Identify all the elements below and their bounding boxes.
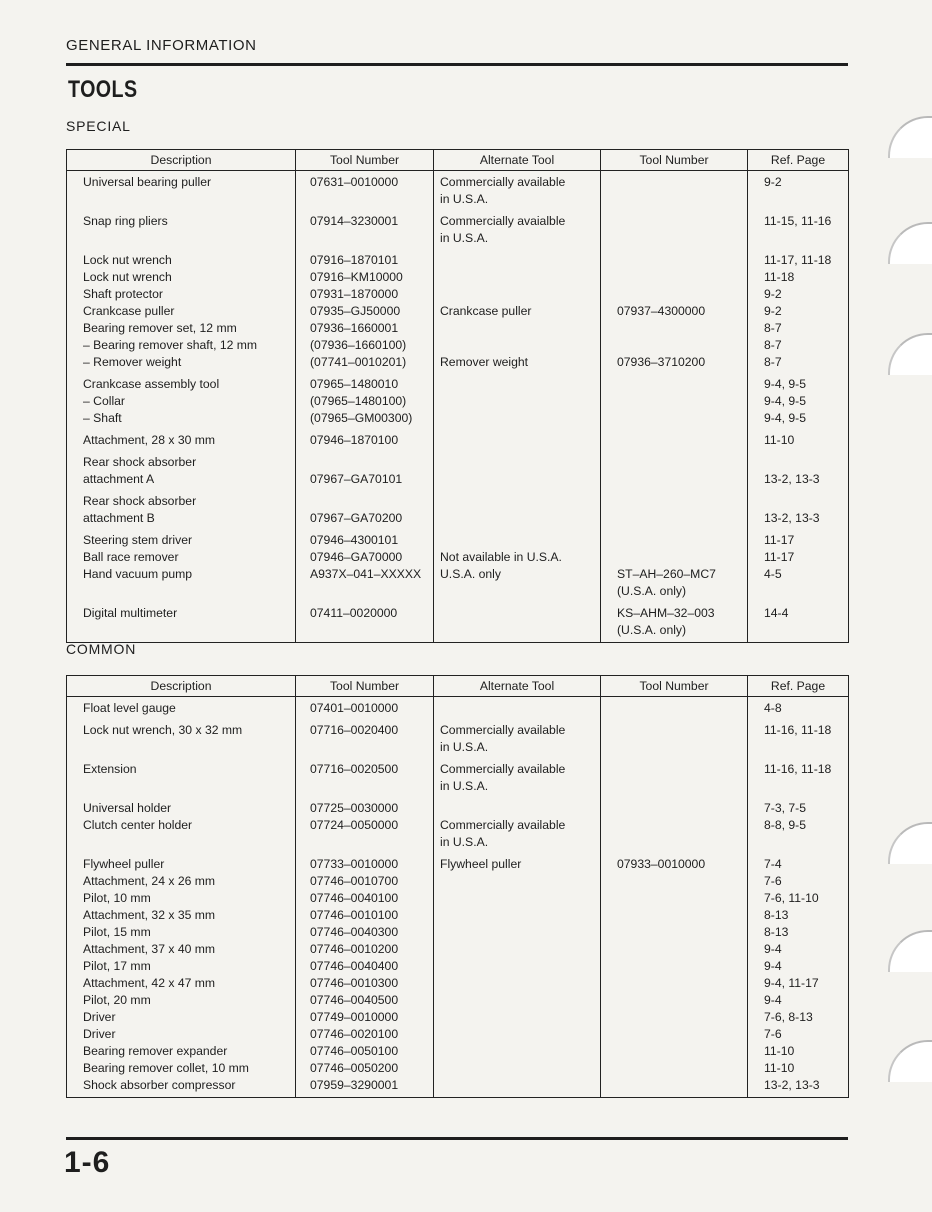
- cell-line: Pilot, 15 mm: [83, 925, 151, 939]
- table-header-row: [67, 150, 849, 171]
- binder-hole: [888, 930, 932, 972]
- cell-line: Snap ring pliers: [83, 214, 168, 228]
- cell-line: Flywheel puller: [83, 857, 165, 871]
- alt-tool-number-cell: [601, 171, 748, 212]
- alt-tool-cell: [434, 697, 601, 721]
- tool-number-cell: [296, 854, 434, 1098]
- cell-line: 11-16, 11-18: [764, 723, 832, 737]
- cell-line: 07931–1870000: [310, 287, 399, 301]
- cell-line: [617, 213, 743, 230]
- cell-line: ST–AH–260–MC7: [617, 567, 716, 581]
- cell-line: 8-7: [764, 355, 782, 369]
- binder-hole: [888, 222, 932, 264]
- cell-line: 8-7: [764, 338, 782, 352]
- cell-line: 07967–GA70101: [310, 472, 403, 486]
- cell-line: 13-2, 13-3: [764, 511, 820, 525]
- alt-tool-cell: [434, 374, 601, 430]
- cell-line: 8-13: [764, 908, 789, 922]
- column-header: Description: [67, 676, 296, 697]
- cell-line: 9-4: [764, 959, 782, 973]
- cell-line: Flywheel puller: [440, 857, 522, 871]
- desc-cell: [67, 759, 296, 798]
- cell-line: 13-2, 13-3: [764, 472, 820, 486]
- ref-page-cell: [748, 430, 849, 452]
- alt-tool-cell: [434, 171, 601, 212]
- cell-line: [617, 269, 743, 286]
- table-row: [67, 530, 849, 603]
- cell-line: (07936–1660100): [310, 338, 407, 352]
- column-header: Ref. Page: [748, 150, 849, 171]
- tool-number-cell: [296, 720, 434, 759]
- cell-line: 11-10: [764, 1061, 795, 1075]
- cell-line: 07746–0020100: [310, 1027, 399, 1041]
- cell-line: Crankcase assembly tool: [83, 377, 220, 391]
- column-header: Tool Number: [296, 676, 434, 697]
- cell-line: 7-6: [764, 1027, 782, 1041]
- cell-line: [440, 532, 596, 549]
- cell-line: [617, 174, 743, 191]
- cell-line: 7-4: [764, 857, 782, 871]
- cell-line: Attachment, 24 x 26 mm: [83, 874, 216, 888]
- cell-line: 07746–0040400: [310, 959, 399, 973]
- cell-line: [440, 700, 596, 717]
- cell-line: 07967–GA70200: [310, 511, 403, 525]
- cell-line: [617, 454, 743, 471]
- cell-line: Attachment, 32 x 35 mm: [83, 908, 216, 922]
- cell-line: Bearing remover collet, 10 mm: [83, 1061, 249, 1075]
- cell-line: – Bearing remover shaft, 12 mm: [83, 338, 258, 352]
- alt-tool-cell: [434, 854, 601, 1098]
- cell-line: 07746–0010100: [310, 908, 399, 922]
- column-header: Description: [67, 150, 296, 171]
- ref-page-cell: [748, 491, 849, 530]
- cell-line: 8-13: [764, 925, 789, 939]
- cell-line: [440, 376, 596, 393]
- cell-line: Not available in U.S.A.: [440, 550, 562, 564]
- table-row: [67, 491, 849, 530]
- table-header-row: [67, 676, 849, 697]
- ref-page-cell: [748, 720, 849, 759]
- cell-line: 4-8: [764, 701, 782, 715]
- desc-cell: [67, 211, 296, 250]
- cell-line: 07724–0050000: [310, 818, 399, 832]
- cell-line: (U.S.A. only): [617, 584, 687, 598]
- cell-line: 07746–0010300: [310, 976, 399, 990]
- cell-line: in U.S.A.: [440, 231, 489, 245]
- header-rule: [66, 63, 848, 66]
- cell-line: 13-2, 13-3: [764, 1078, 820, 1092]
- cell-line: Lock nut wrench: [83, 253, 172, 267]
- desc-cell: [67, 720, 296, 759]
- cell-line: [440, 252, 596, 269]
- cell-line: [617, 337, 743, 354]
- cell-line: [440, 800, 596, 817]
- alt-tool-number-cell: [601, 211, 748, 250]
- desc-cell: [67, 854, 296, 1098]
- ref-page-cell: [748, 798, 849, 854]
- cell-line: (07741–0010201): [310, 355, 407, 369]
- cell-line: Commercially available: [440, 818, 566, 832]
- binder-hole: [888, 822, 932, 864]
- alt-tool-cell: [434, 720, 601, 759]
- cell-line: Universal holder: [83, 801, 172, 815]
- cell-line: 07716–0020500: [310, 762, 399, 776]
- cell-line: Driver: [83, 1027, 116, 1041]
- section-header: GENERAL INFORMATION: [66, 37, 257, 54]
- cell-line: 07936–3710200: [617, 355, 706, 369]
- cell-line: 4-5: [764, 567, 782, 581]
- column-header: Tool Number: [296, 150, 434, 171]
- cell-line: [764, 454, 844, 471]
- cell-line: Bearing remover set, 12 mm: [83, 321, 237, 335]
- alt-tool-cell: [434, 759, 601, 798]
- cell-line: 07746–0040100: [310, 891, 399, 905]
- cell-line: – Remover weight: [83, 355, 182, 369]
- desc-cell: [67, 491, 296, 530]
- cell-line: 07401–0010000: [310, 701, 399, 715]
- cell-line: [617, 320, 743, 337]
- alt-tool-cell: [434, 250, 601, 374]
- cell-line: Ball race remover: [83, 550, 179, 564]
- alt-tool-number-cell: [601, 697, 748, 721]
- cell-line: Bearing remover expander: [83, 1044, 228, 1058]
- table-row: [67, 374, 849, 430]
- cell-line: [617, 376, 743, 393]
- cell-line: Digital multimeter: [83, 606, 178, 620]
- cell-line: Attachment, 42 x 47 mm: [83, 976, 216, 990]
- ref-page-cell: [748, 854, 849, 1098]
- cell-line: Commercially avaialble: [440, 214, 566, 228]
- column-header: Ref. Page: [748, 676, 849, 697]
- cell-line: in U.S.A.: [440, 740, 489, 754]
- tool-number-cell: [296, 697, 434, 721]
- cell-line: in U.S.A.: [440, 779, 489, 793]
- alt-tool-number-cell: [601, 759, 748, 798]
- alt-tool-number-cell: [601, 798, 748, 854]
- cell-line: Commercially available: [440, 762, 566, 776]
- cell-line: [617, 761, 743, 778]
- desc-cell: [67, 798, 296, 854]
- cell-line: Float level gauge: [83, 701, 176, 715]
- tool-number-cell: [296, 491, 434, 530]
- cell-line: [617, 800, 743, 817]
- alt-tool-cell: [434, 430, 601, 452]
- cell-line: 9-4: [764, 942, 782, 956]
- alt-tool-number-cell: [601, 491, 748, 530]
- special-heading: SPECIAL: [66, 118, 131, 134]
- cell-line: 11-10: [764, 433, 795, 447]
- cell-line: 9-2: [764, 175, 782, 189]
- cell-line: – Shaft: [83, 411, 122, 425]
- cell-line: in U.S.A.: [440, 835, 489, 849]
- cell-line: 07746–0010700: [310, 874, 399, 888]
- cell-line: 9-2: [764, 304, 782, 318]
- cell-line: U.S.A. only: [440, 567, 501, 581]
- cell-line: 07746–0010200: [310, 942, 399, 956]
- cell-line: – Collar: [83, 394, 125, 408]
- cell-line: [764, 493, 844, 510]
- cell-line: 07936–1660001: [310, 321, 399, 335]
- cell-line: 07914–3230001: [310, 214, 399, 228]
- cell-line: 9-4, 9-5: [764, 411, 807, 425]
- cell-line: [617, 722, 743, 739]
- cell-line: 7-3, 7-5: [764, 801, 807, 815]
- cell-line: [617, 700, 743, 717]
- tool-number-cell: [296, 374, 434, 430]
- tool-number-cell: [296, 530, 434, 603]
- cell-line: [440, 286, 596, 303]
- alt-tool-number-cell: [601, 430, 748, 452]
- cell-line: [617, 432, 743, 449]
- cell-line: Pilot, 20 mm: [83, 993, 151, 1007]
- cell-line: [440, 605, 596, 622]
- ref-page-cell: [748, 452, 849, 491]
- cell-line: 11-17, 11-18: [764, 253, 832, 267]
- table-row: [67, 759, 849, 798]
- desc-cell: [67, 697, 296, 721]
- cell-line: Lock nut wrench: [83, 270, 172, 284]
- cell-line: [617, 532, 743, 549]
- cell-line: 9-4, 11-17: [764, 976, 819, 990]
- cell-line: 07946–GA70000: [310, 550, 403, 564]
- cell-line: (07965–GM00300): [310, 411, 413, 425]
- table-row: [67, 603, 849, 643]
- desc-cell: [67, 374, 296, 430]
- cell-line: 07935–GJ50000: [310, 304, 401, 318]
- cell-line: Universal bearing puller: [83, 175, 212, 189]
- cell-line: [440, 320, 596, 337]
- cell-line: 07631–0010000: [310, 175, 399, 189]
- cell-line: 07916–1870101: [310, 253, 399, 267]
- cell-line: 11-10: [764, 1044, 795, 1058]
- column-header: Alternate Tool: [434, 150, 601, 171]
- ref-page-cell: [748, 697, 849, 721]
- ref-page-cell: [748, 250, 849, 374]
- tool-number-cell: [296, 171, 434, 212]
- cell-line: 07916–KM10000: [310, 270, 403, 284]
- tool-number-cell: [296, 603, 434, 643]
- cell-line: Commercially available: [440, 175, 566, 189]
- cell-line: 07411–0020000: [310, 606, 398, 620]
- table-row: [67, 452, 849, 491]
- cell-line: [617, 549, 743, 566]
- cell-line: 11-17: [764, 550, 795, 564]
- cell-line: 07716–0020400: [310, 723, 399, 737]
- cell-line: 07746–0050200: [310, 1061, 399, 1075]
- table-row: [67, 171, 849, 212]
- cell-line: 07749–0010000: [310, 1010, 399, 1024]
- desc-cell: [67, 603, 296, 643]
- cell-line: Steering stem driver: [83, 533, 193, 547]
- cell-line: attachment B: [83, 511, 155, 525]
- cell-line: [310, 493, 429, 510]
- cell-line: Driver: [83, 1010, 116, 1024]
- table-row: [67, 430, 849, 452]
- cell-line: Crankcase puller: [83, 304, 175, 318]
- special-tools-table: [66, 149, 849, 643]
- desc-cell: [67, 250, 296, 374]
- alt-tool-number-cell: [601, 374, 748, 430]
- cell-line: 07733–0010000: [310, 857, 399, 871]
- page-number: 1-6: [64, 1146, 111, 1179]
- table-row: [67, 720, 849, 759]
- cell-line: 07959–3290001: [310, 1078, 399, 1092]
- cell-line: [440, 337, 596, 354]
- cell-line: Extension: [83, 762, 137, 776]
- footer-rule: [66, 1137, 848, 1140]
- cell-line: 7-6, 11-10: [764, 891, 819, 905]
- cell-line: 9-4, 9-5: [764, 377, 807, 391]
- alt-tool-number-cell: [601, 250, 748, 374]
- cell-line: 07946–1870100: [310, 433, 399, 447]
- cell-line: 07937–4300000: [617, 304, 706, 318]
- ref-page-cell: [748, 603, 849, 643]
- alt-tool-number-cell: [601, 854, 748, 1098]
- cell-line: 11-17: [764, 533, 795, 547]
- alt-tool-number-cell: [601, 720, 748, 759]
- cell-line: 07946–4300101: [310, 533, 399, 547]
- cell-line: (07965–1480100): [310, 394, 407, 408]
- cell-line: [617, 252, 743, 269]
- cell-line: Rear shock absorber: [83, 494, 197, 508]
- cell-line: Pilot, 10 mm: [83, 891, 151, 905]
- page-title: TOOLS: [68, 76, 138, 103]
- ref-page-cell: [748, 171, 849, 212]
- cell-line: 11-15, 11-16: [764, 214, 832, 228]
- alt-tool-cell: [434, 603, 601, 643]
- cell-line: 11-16, 11-18: [764, 762, 832, 776]
- cell-line: 07746–0040300: [310, 925, 399, 939]
- alt-tool-cell: [434, 211, 601, 250]
- ref-page-cell: [748, 211, 849, 250]
- cell-line: 07746–0040500: [310, 993, 399, 1007]
- column-header: Alternate Tool: [434, 676, 601, 697]
- cell-line: [617, 286, 743, 303]
- cell-line: Remover weight: [440, 355, 529, 369]
- cell-line: Shock absorber compressor: [83, 1078, 236, 1092]
- cell-line: in U.S.A.: [440, 192, 489, 206]
- common-heading: COMMON: [66, 641, 137, 657]
- alt-tool-number-cell: [601, 530, 748, 603]
- ref-page-cell: [748, 530, 849, 603]
- cell-line: 9-4, 9-5: [764, 394, 807, 408]
- table-row: [67, 854, 849, 1098]
- cell-line: [440, 269, 596, 286]
- alt-tool-number-cell: [601, 603, 748, 643]
- alt-tool-number-cell: [601, 452, 748, 491]
- cell-line: Lock nut wrench, 30 x 32 mm: [83, 723, 243, 737]
- alt-tool-cell: [434, 452, 601, 491]
- cell-line: 07746–0050100: [310, 1044, 399, 1058]
- tool-number-cell: [296, 430, 434, 452]
- cell-line: 07933–0010000: [617, 857, 706, 871]
- tool-number-cell: [296, 798, 434, 854]
- binder-hole: [888, 333, 932, 375]
- cell-line: 14-4: [764, 606, 789, 620]
- cell-line: attachment A: [83, 472, 155, 486]
- table-row: [67, 211, 849, 250]
- table-row: [67, 798, 849, 854]
- binder-hole: [888, 1040, 932, 1082]
- cell-line: [440, 432, 596, 449]
- cell-line: Pilot, 17 mm: [83, 959, 151, 973]
- alt-tool-cell: [434, 491, 601, 530]
- cell-line: KS–AHM–32–003: [617, 606, 715, 620]
- column-header: Tool Number: [601, 150, 748, 171]
- cell-line: 8-8, 9-5: [764, 818, 807, 832]
- cell-line: 07965–1480010: [310, 377, 399, 391]
- tool-number-cell: [296, 250, 434, 374]
- tool-number-cell: [296, 452, 434, 491]
- cell-line: [310, 454, 429, 471]
- cell-line: Clutch center holder: [83, 818, 193, 832]
- cell-line: 11-18: [764, 270, 795, 284]
- desc-cell: [67, 530, 296, 603]
- alt-tool-cell: [434, 530, 601, 603]
- cell-line: [617, 493, 743, 510]
- tool-number-cell: [296, 759, 434, 798]
- cell-line: [440, 493, 596, 510]
- cell-line: 7-6: [764, 874, 782, 888]
- cell-line: Attachment, 37 x 40 mm: [83, 942, 216, 956]
- cell-line: [440, 454, 596, 471]
- alt-tool-cell: [434, 798, 601, 854]
- column-header: Tool Number: [601, 676, 748, 697]
- cell-line: 9-4: [764, 993, 782, 1007]
- cell-line: 07725–0030000: [310, 801, 399, 815]
- tool-number-cell: [296, 211, 434, 250]
- cell-line: Shaft protector: [83, 287, 163, 301]
- ref-page-cell: [748, 374, 849, 430]
- cell-line: A937X–041–XXXXX: [310, 567, 422, 581]
- cell-line: 7-6, 8-13: [764, 1010, 813, 1024]
- table-row: [67, 697, 849, 721]
- desc-cell: [67, 171, 296, 212]
- cell-line: Commercially available: [440, 723, 566, 737]
- cell-line: Crankcase puller: [440, 304, 532, 318]
- cell-line: 8-7: [764, 321, 782, 335]
- common-tools-table: [66, 675, 849, 1098]
- binder-hole: [888, 116, 932, 158]
- cell-line: 9-2: [764, 287, 782, 301]
- desc-cell: [67, 452, 296, 491]
- cell-line: Rear shock absorber: [83, 455, 197, 469]
- desc-cell: [67, 430, 296, 452]
- ref-page-cell: [748, 759, 849, 798]
- table-row: [67, 250, 849, 374]
- cell-line: (U.S.A. only): [617, 623, 687, 637]
- cell-line: Attachment, 28 x 30 mm: [83, 433, 216, 447]
- cell-line: Hand vacuum pump: [83, 567, 193, 581]
